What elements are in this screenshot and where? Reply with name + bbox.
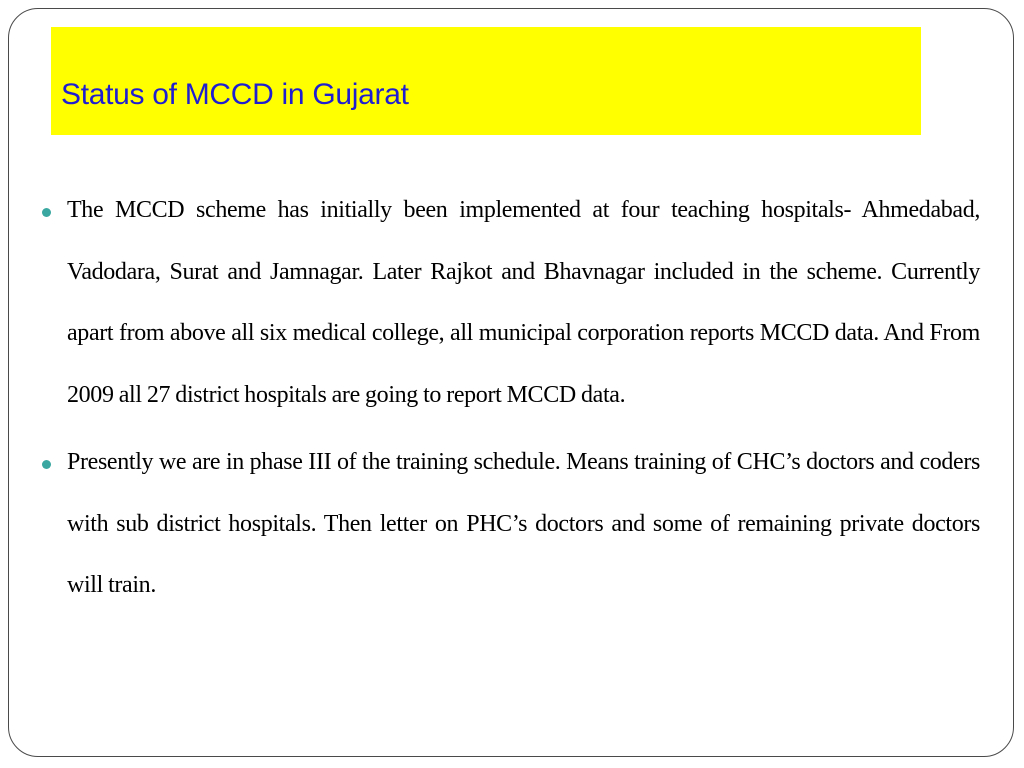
bullet-list <box>40 180 980 623</box>
bullet-item <box>40 432 980 617</box>
slide-title: Status of MCCD in Gujarat <box>61 78 409 111</box>
bullet-dot-icon <box>42 460 51 469</box>
bullet-text: The MCCD scheme has initially been implemented at four teaching hospitals- Ahmedabad, Vadodara, Surat and Jamnagar. Later Rajkot and Bhavnagar included in the scheme. Currently apart from above all six medical college, all municipal corporation reports MCCD data. And From 2009 all 27 district hospitals are going to report MCCD data. <box>67 197 980 408</box>
bullet-item <box>40 180 980 426</box>
bullet-dot-icon <box>42 208 51 217</box>
bullet-text: Presently we are in phase III of the training schedule. Means training of CHC’s doctors and coders with sub district hospitals. Then letter on PHC’s doctors and some of remaining private doctors will train. <box>67 449 980 598</box>
